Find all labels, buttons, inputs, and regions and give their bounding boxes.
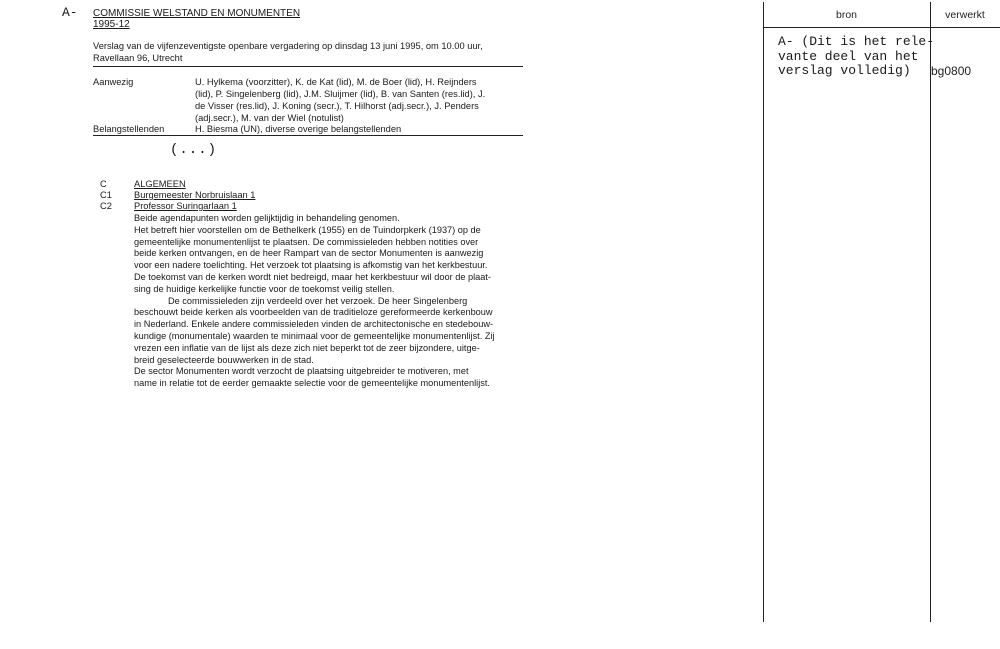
section-code: C1 (100, 190, 112, 200)
bron-note-line: verslag volledig) (778, 63, 911, 78)
body-line: name in relatie tot de eerder gemaakte selectie voor de gemeentelijke monumentenlijst. (134, 378, 490, 389)
section-code: C2 (100, 201, 112, 211)
bron-note-line: A- (Dit is het rele- (778, 34, 935, 49)
table-header-rule (763, 27, 1000, 28)
margin-mark: A- (62, 5, 78, 20)
bron-note-line: vante deel van het (778, 48, 919, 64)
body-paragraphs (134, 213, 495, 390)
body-line: kundige (monumentale) waarden te minimaal voor de gemeentelijke monumentenlijst. Zij (134, 330, 495, 341)
intro-line: Verslag van de vijfenzeventigste openbare vergadering op dinsdag 13 juni 1995, om 10.00 uur, (93, 41, 483, 51)
body-line: Het betreft hier voorstellen om de Bethelkerk (1955) en de Tuindorpkerk (1937) op de (134, 224, 481, 235)
divider-bottom (93, 135, 523, 136)
body-line: Beide agendapunten worden gelijktijdig in behandeling genomen. (134, 213, 400, 223)
belangstellenden-label: Belangstellenden (93, 124, 165, 134)
section-title: ALGEMEEN (134, 179, 186, 189)
table-column-divider (930, 2, 931, 622)
body-line: gemeentelijke monumentenlijst te plaatsen. De commissieleden hebben notities over (134, 236, 479, 247)
body-line: beide kerken ontvangen, en de heer Rampart van de sector Monumenten is aanwezig (134, 248, 484, 259)
column-header-verwerkt: verwerkt (945, 9, 985, 21)
aanwezig-line: de Visser (res.lid), J. Koning (secr.), T. Hilhorst (adj.secr.), J. Penders (195, 101, 479, 111)
document-number: 1995-12 (93, 19, 130, 30)
intro-line: Ravellaan 96, Utrecht (93, 53, 183, 63)
body-line: De commissieleden zijn verdeeld over het verzoek. De heer Singelenberg (168, 295, 468, 306)
body-line: voor een nadere toelichting. Het verzoek tot plaatsing is afkomstig van het kerkbestuur. (134, 260, 488, 271)
column-header-bron: bron (835, 9, 857, 21)
body-line: breid geselecteerde bouwwerken in de stad. (134, 354, 314, 365)
ellipsis-omission: (...) (170, 142, 218, 158)
belangstellenden-text: H. Biesma (UN), diverse overige belangstellenden (195, 124, 402, 134)
section-title: Professor Suringarlaan 1 (134, 201, 237, 211)
body-line: De toekomst van de kerken wordt niet bedreigd, maar het kerkbestuur wil door de plaat- (134, 271, 491, 282)
divider-top (93, 66, 523, 67)
aanwezig-line: (lid), P. Singelenberg (lid), J.M. Sluijmer (lid), B. van Santen (res.lid), J. (195, 89, 486, 99)
bron-note (778, 35, 934, 79)
document-title: COMMISSIE WELSTAND EN MONUMENTEN (93, 8, 301, 19)
section-code: C (100, 179, 107, 189)
body-line: De sector Monumenten wordt verzocht de plaatsing uitgebreider te motiveren, met (134, 366, 469, 377)
section-title: Burgemeester Norbruislaan 1 (134, 190, 256, 200)
body-line: sing de huidige kerkelijke functie voor de toekomst veilig stellen. (134, 283, 395, 294)
body-line: vrezen een inflatie van de lijst als deze zich niet beperkt tot de zeer bijzondere, uitge- (134, 342, 480, 353)
verwerkt-code: bg0800 (931, 64, 972, 78)
body-line: beschouwt beide kerken als voorbeelden van de traditieloze gereformeerde kerkenbouw (134, 307, 493, 318)
body-line: in Nederland. Enkele andere commissieleden vinden de architectonische en stedebouw- (134, 319, 494, 330)
table-left-border (763, 2, 764, 622)
aanwezig-label: Aanwezig (93, 77, 134, 87)
aanwezig-line: (adj.secr.), M. van der Wiel (notulist) (195, 113, 344, 123)
aanwezig-line: U. Hylkema (voorzitter), K. de Kat (lid), M. de Boer (lid), H. Reijnders (195, 77, 477, 87)
